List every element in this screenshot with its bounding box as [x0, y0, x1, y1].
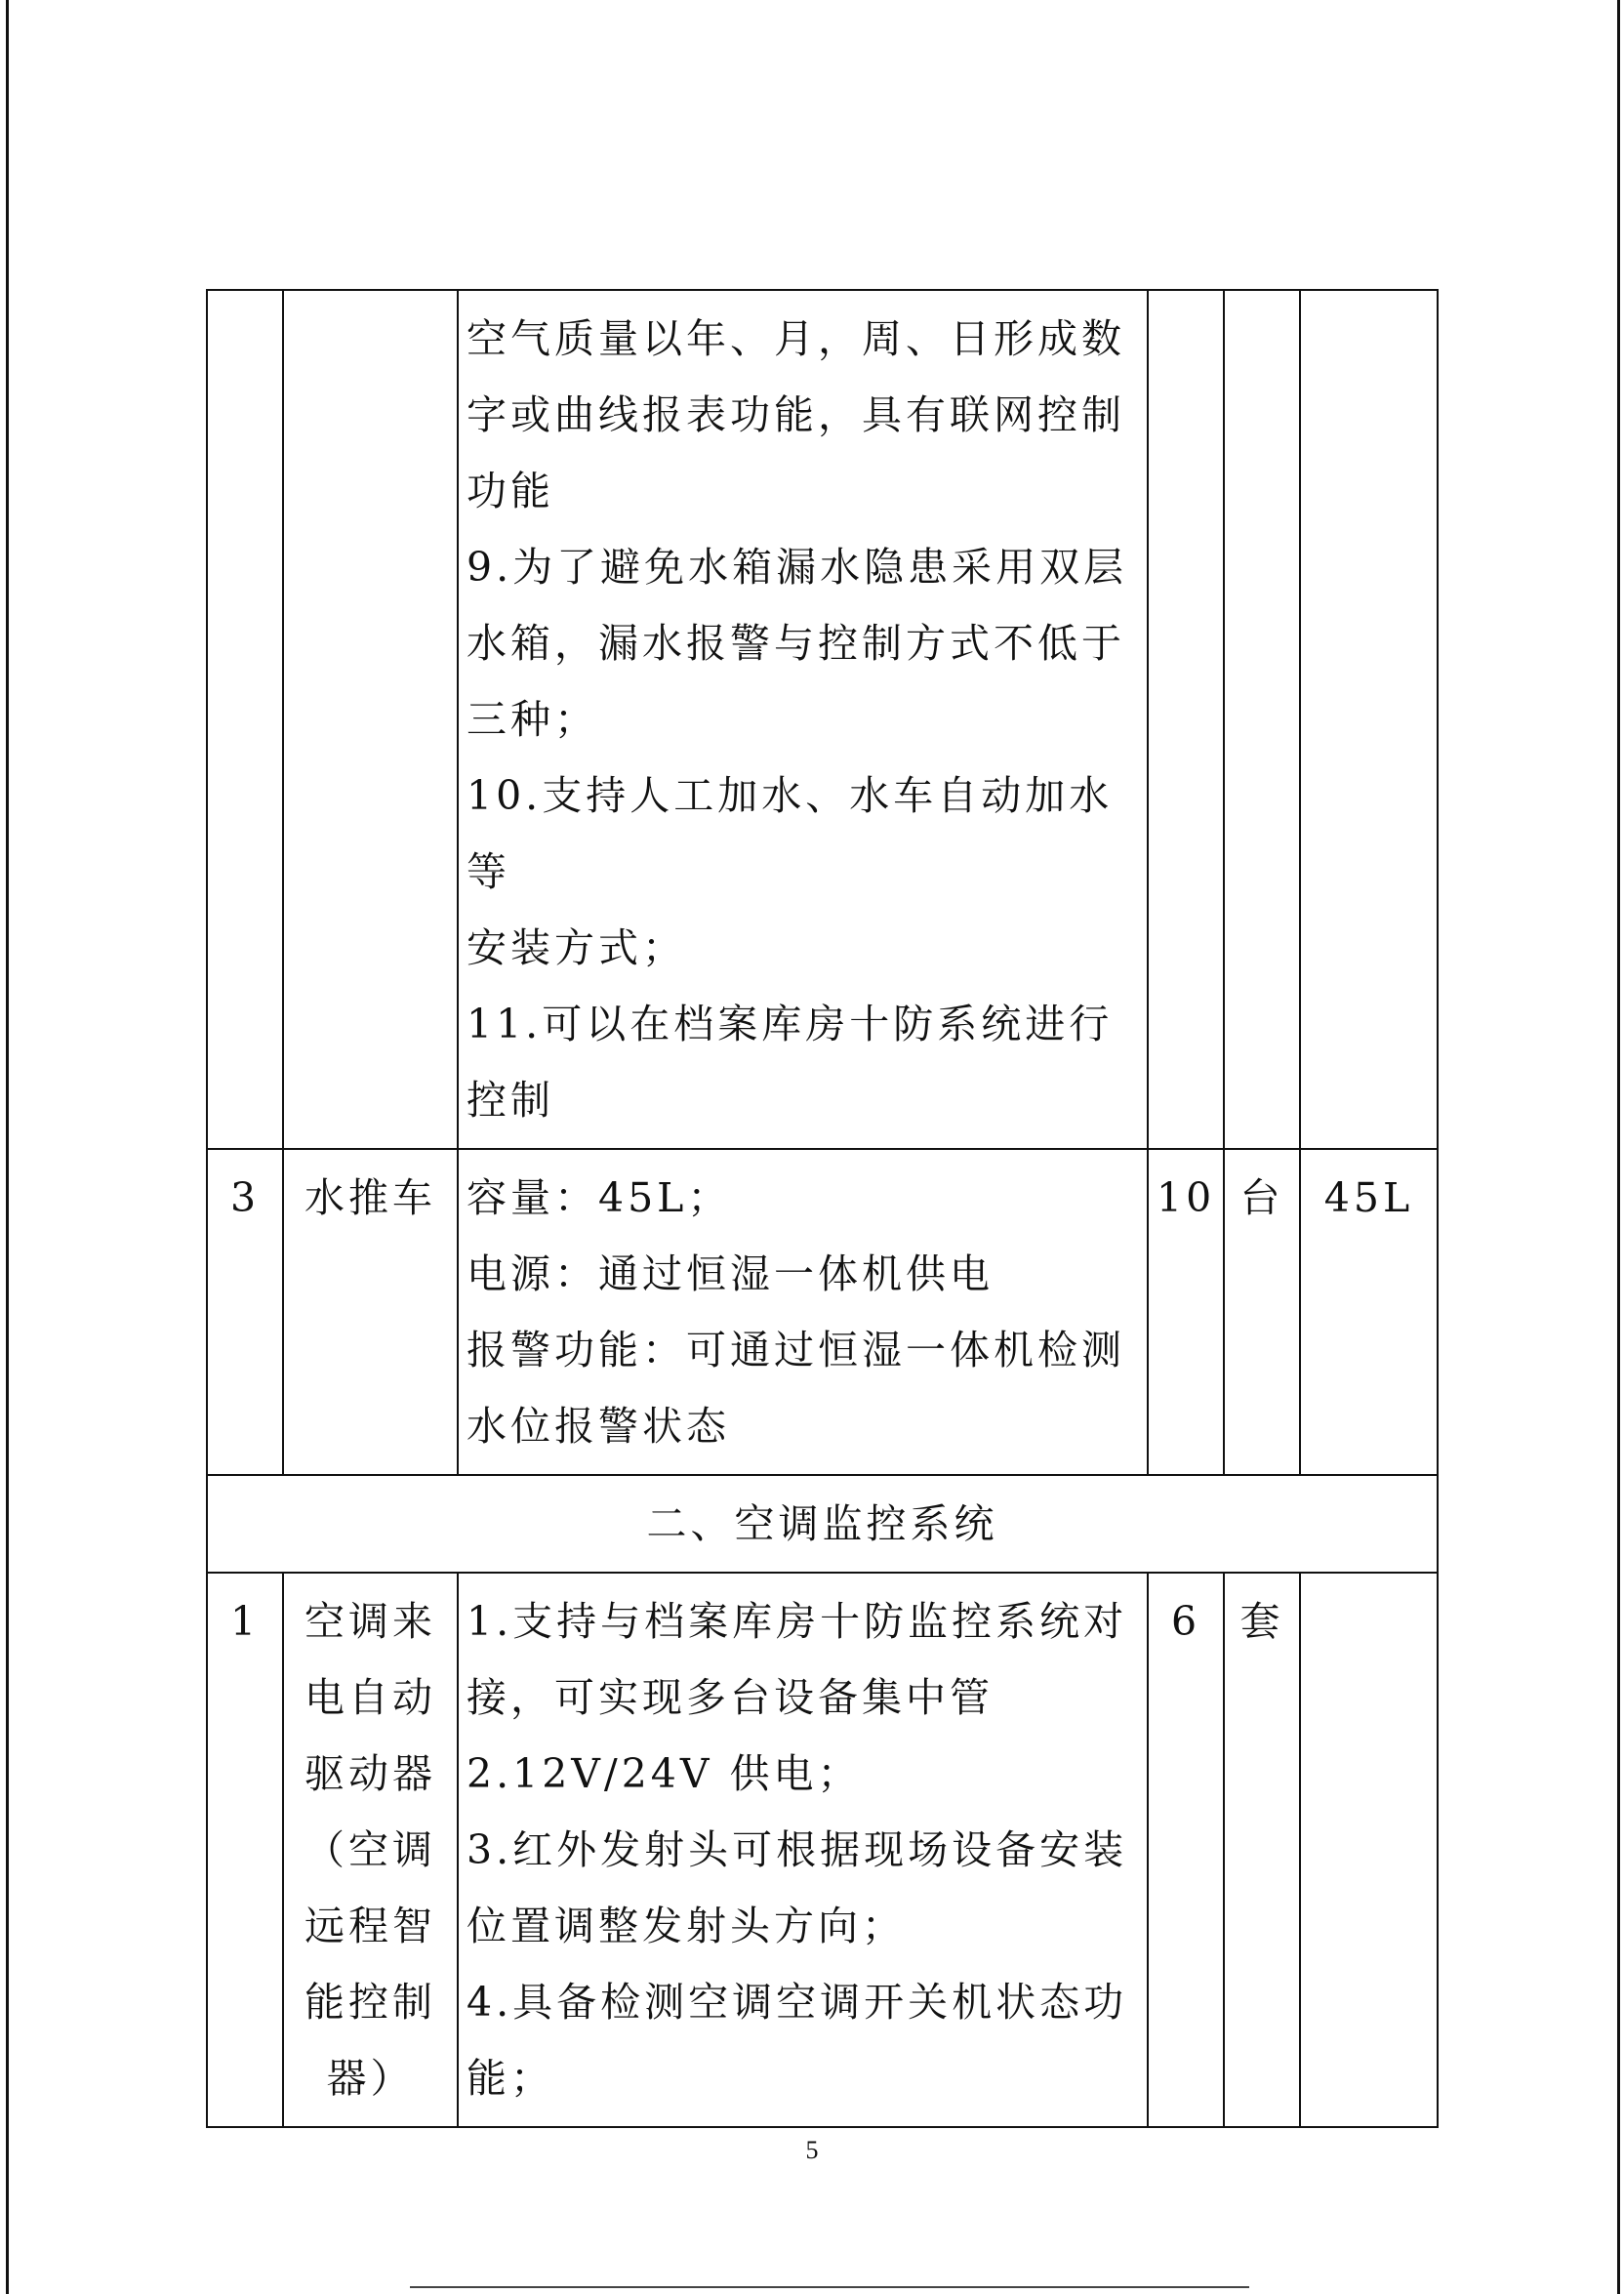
description-line: 3.红外发射头可根据现场设备安装: [467, 1826, 1128, 1873]
name-line: （空调: [304, 1826, 436, 1873]
row-note-cell: 45L: [1300, 1149, 1438, 1475]
description-line: 电源：通过恒湿一体机供电: [467, 1250, 994, 1297]
scan-border-bottom: [410, 2286, 1249, 2288]
table-row-ac-driver: [207, 1573, 1438, 2127]
description-line: 接，可实现多台设备集中管: [467, 1674, 994, 1721]
description-line: 1.支持与档案库房十防监控系统对: [467, 1598, 1128, 1645]
row-name-cell: 水推车: [283, 1149, 458, 1475]
row-name-cell: [283, 290, 458, 1149]
description-line: 空气质量以年、月，周、日形成数: [467, 315, 1125, 362]
description-line: 功能: [467, 468, 554, 514]
row-unit-cell: 台: [1224, 1149, 1300, 1475]
description-line: 安装方式；: [467, 924, 686, 971]
description-line: 2.12V/24V 供电；: [467, 1750, 862, 1797]
description-line: 位置调整发射头方向；: [467, 1903, 906, 1949]
row-unit-cell: [1224, 290, 1300, 1149]
row-quantity-cell: 10: [1148, 1149, 1224, 1475]
section-heading-row: [207, 1475, 1438, 1573]
name-line: 远程智: [304, 1903, 436, 1949]
row-quantity-cell: 6: [1148, 1573, 1224, 2127]
row-unit-cell: 套: [1224, 1573, 1300, 2127]
description-line: 水箱，漏水报警与控制方式不低于: [467, 620, 1125, 667]
row-index-cell: 1: [207, 1573, 283, 2127]
row-note-cell: [1300, 1573, 1438, 2127]
description-line: 4.具备检测空调空调开关机状态功: [467, 1979, 1128, 2026]
name-line: 电自动: [304, 1674, 436, 1721]
description-line: 三种；: [467, 696, 598, 743]
row-description-cell: [458, 290, 1148, 1149]
table-row-continued: [207, 290, 1438, 1149]
description-line: 字或曲线报表功能，具有联网控制: [467, 391, 1125, 438]
description-line: 容量：45L；: [467, 1174, 732, 1221]
equipment-spec-table: [206, 289, 1439, 2128]
scan-border-right: [1617, 0, 1620, 2294]
name-line: 器）: [326, 2055, 415, 2102]
section-title: 二、空调监控系统: [207, 1475, 1438, 1573]
description-line: 控制: [467, 1077, 554, 1124]
description-line: 能；: [467, 2055, 554, 2102]
row-index-cell: [207, 290, 283, 1149]
name-line: 能控制: [304, 1979, 436, 2026]
name-line: 空调来: [304, 1598, 436, 1645]
description-line: 10.支持人工加水、水车自动加水等: [467, 772, 1114, 895]
row-quantity-cell: [1148, 290, 1224, 1149]
row-index-cell: 3: [207, 1149, 283, 1475]
description-line: 报警功能：可通过恒湿一体机检测: [467, 1327, 1125, 1373]
description-line: 水位报警状态: [467, 1403, 730, 1450]
name-line: 驱动器: [304, 1750, 436, 1797]
scan-border-left: [6, 0, 9, 2294]
description-line: 9.为了避免水箱漏水隐患采用双层: [467, 544, 1128, 591]
row-name-cell: [283, 1573, 458, 2127]
row-note-cell: [1300, 290, 1438, 1149]
page-number: 5: [805, 2136, 819, 2164]
description-line: 11.可以在档案库房十防系统进行: [467, 1001, 1114, 1047]
row-description-cell: [458, 1149, 1148, 1475]
table-row-water-cart: [207, 1149, 1438, 1475]
row-description-cell: [458, 1573, 1148, 2127]
